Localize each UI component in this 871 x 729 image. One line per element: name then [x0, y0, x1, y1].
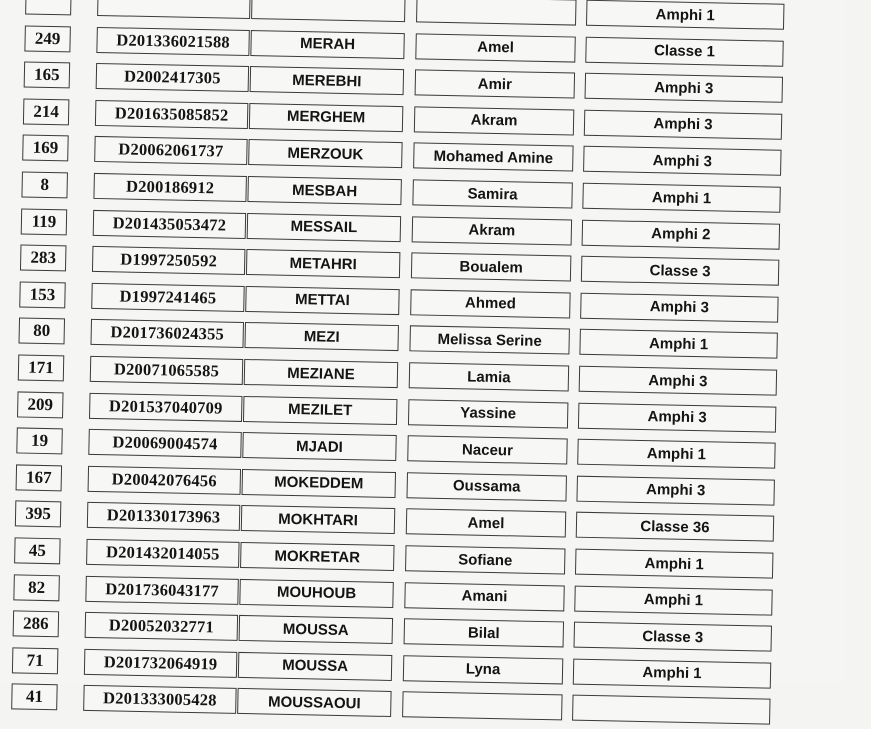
- room-cell: Classe 3: [581, 256, 779, 286]
- room-cell: [572, 695, 770, 725]
- first-name-cell: Oussama: [406, 472, 566, 501]
- row-number-cell: 249: [24, 25, 71, 52]
- last-name-cell: MOKEDDEM: [242, 469, 396, 498]
- last-name-cell: METTAI: [245, 286, 399, 315]
- last-name-cell: [251, 0, 405, 22]
- student-id-cell: [97, 0, 250, 19]
- first-name-cell: Akram: [412, 216, 572, 245]
- last-name-cell: MESBAH: [247, 176, 401, 205]
- row-number-cell: 119: [21, 208, 68, 235]
- room-cell: Amphi 1: [573, 658, 771, 688]
- last-name-cell: MERAH: [250, 30, 404, 59]
- student-id-cell: D201635085852: [95, 100, 248, 129]
- first-name-cell: Melissa Serine: [409, 326, 569, 355]
- row-number-cell: 153: [19, 281, 66, 308]
- last-name-cell: MOUSSA: [238, 652, 392, 681]
- last-name-cell: MERGHEM: [249, 103, 403, 132]
- last-name-cell: MOKRETAR: [240, 542, 394, 571]
- student-id-cell: D20071065585: [90, 356, 243, 385]
- last-name-cell: MESSAIL: [247, 213, 401, 242]
- row-number-cell: 41: [11, 684, 58, 711]
- first-name-cell: Samira: [412, 179, 572, 208]
- last-name-cell: MEZIANE: [244, 359, 398, 388]
- student-id-cell: D201336021588: [96, 27, 249, 56]
- room-cell: Amphi 1: [577, 439, 775, 469]
- first-name-cell: Naceur: [407, 435, 567, 464]
- student-id-cell: D201736024355: [90, 319, 243, 348]
- first-name-cell: Mohamed Amine: [413, 143, 573, 172]
- last-name-cell: MOKHTARI: [241, 505, 395, 534]
- first-name-cell: Boualem: [411, 253, 571, 282]
- last-name-cell: MEREBHI: [250, 66, 404, 95]
- room-cell: Amphi 3: [579, 366, 777, 396]
- first-name-cell: Yassine: [408, 399, 568, 428]
- row-number-cell: 45: [14, 537, 61, 564]
- room-cell: Amphi 3: [584, 110, 782, 140]
- student-id-cell: D1997250592: [92, 246, 245, 275]
- last-name-cell: MEZILET: [243, 396, 397, 425]
- student-id-cell: D201432014055: [86, 539, 239, 568]
- room-cell: Amphi 1: [574, 585, 772, 615]
- first-name-cell: Amel: [415, 33, 575, 62]
- student-id-cell: D201333005428: [83, 685, 236, 714]
- room-cell: Amphi 2: [582, 219, 780, 249]
- student-id-cell: D2002417305: [96, 63, 249, 92]
- first-name-cell: Ahmed: [410, 289, 570, 318]
- first-name-cell: [402, 692, 562, 721]
- row-number-cell: 167: [16, 464, 63, 491]
- first-name-cell: Amir: [415, 70, 575, 99]
- row-number-cell: 214: [23, 98, 70, 125]
- row-number-cell: 169: [22, 135, 69, 162]
- student-id-cell: D200186912: [93, 173, 246, 202]
- student-id-cell: D20042076456: [88, 466, 241, 495]
- last-name-cell: MERZOUK: [248, 139, 402, 168]
- last-name-cell: MOUSSA: [239, 615, 393, 644]
- room-cell: Amphi 3: [576, 475, 774, 505]
- last-name-cell: MEZI: [244, 322, 398, 351]
- room-cell: Amphi 3: [578, 402, 776, 432]
- first-name-cell: Bilal: [404, 618, 564, 647]
- row-number-cell: 209: [17, 391, 64, 418]
- room-cell: Amphi 1: [582, 183, 780, 213]
- first-name-cell: Akram: [414, 106, 574, 135]
- student-id-cell: D201330173963: [87, 502, 240, 531]
- first-name-cell: Sofiane: [405, 545, 565, 574]
- student-id-cell: D1997241465: [91, 283, 244, 312]
- room-cell: Amphi 1: [586, 0, 784, 30]
- first-name-cell: Lamia: [409, 362, 569, 391]
- student-id-cell: D201435053472: [93, 210, 246, 239]
- room-cell: Amphi 1: [575, 549, 773, 579]
- student-id-cell: D201736043177: [85, 575, 238, 604]
- first-name-cell: [416, 0, 576, 26]
- row-number-cell: 165: [24, 62, 71, 89]
- last-name-cell: METAHRI: [246, 249, 400, 278]
- last-name-cell: MOUHOUB: [239, 579, 393, 608]
- room-cell: Classe 36: [576, 512, 774, 542]
- row-number-cell: 171: [18, 354, 65, 381]
- first-name-cell: Amel: [406, 509, 566, 538]
- room-cell: Amphi 3: [583, 146, 781, 176]
- row-number-cell: 80: [19, 318, 66, 345]
- row-number-cell: 286: [13, 611, 60, 638]
- student-table: [11, 0, 870, 717]
- student-id-cell: D20052032771: [85, 612, 238, 641]
- student-id-cell: D20062061737: [94, 136, 247, 165]
- last-name-cell: MOUSSAOUI: [237, 688, 391, 717]
- room-cell: Classe 3: [574, 622, 772, 652]
- room-cell: Amphi 3: [580, 293, 778, 323]
- first-name-cell: Amani: [404, 582, 564, 611]
- row-number-cell: [25, 0, 72, 15]
- room-cell: Classe 1: [585, 36, 783, 66]
- row-number-cell: 82: [13, 574, 60, 601]
- first-name-cell: Lyna: [403, 655, 563, 684]
- student-id-cell: D201537040709: [89, 392, 242, 421]
- row-number-cell: 283: [20, 245, 67, 272]
- row-number-cell: 71: [12, 647, 59, 674]
- room-cell: Amphi 1: [579, 329, 777, 359]
- student-id-cell: D201732064919: [84, 649, 237, 678]
- last-name-cell: MJADI: [242, 432, 396, 461]
- room-cell: Amphi 3: [585, 73, 783, 103]
- student-id-cell: D20069004574: [88, 429, 241, 458]
- row-number-cell: 395: [15, 501, 62, 528]
- row-number-cell: 19: [16, 428, 63, 455]
- row-number-cell: 8: [21, 171, 68, 198]
